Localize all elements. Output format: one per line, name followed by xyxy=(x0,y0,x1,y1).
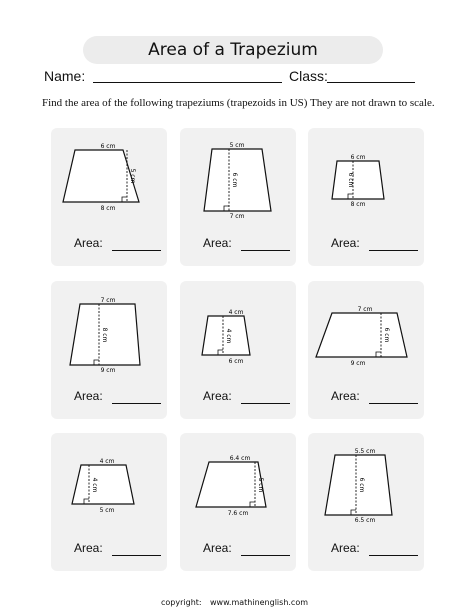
problem-card xyxy=(180,128,296,266)
top-base-label: 6 cm xyxy=(350,154,366,161)
height-label: 4 cm xyxy=(91,477,98,493)
problem-card xyxy=(180,281,296,419)
trapezium-diagram xyxy=(180,433,296,571)
trapezium-diagram xyxy=(308,128,424,266)
area-answer-field[interactable] xyxy=(112,403,161,404)
class-label: Class: xyxy=(289,68,328,84)
area-label: Area: xyxy=(203,236,232,250)
problem-card xyxy=(51,433,167,571)
height-label: 6 cm xyxy=(383,327,390,343)
trapezium-diagram xyxy=(51,128,167,266)
bottom-base-label: 8 cm xyxy=(100,205,116,212)
area-answer-field[interactable] xyxy=(369,250,418,251)
instructions: Find the area of the following trapeziums (trapezoids in US) They are not drawn to scale. xyxy=(42,97,435,109)
top-base-label: 7 cm xyxy=(357,306,373,313)
area-answer-field[interactable] xyxy=(241,250,290,251)
height-label: 4 cm xyxy=(225,328,232,344)
problem-card xyxy=(308,281,424,419)
top-base-label: 7 cm xyxy=(100,297,116,304)
trapezium-diagram xyxy=(51,433,167,571)
problem-card xyxy=(308,433,424,571)
area-answer-field[interactable] xyxy=(241,403,290,404)
height-label: 6 cm xyxy=(347,172,354,188)
height-label: 6 cm xyxy=(231,172,238,188)
area-answer-field[interactable] xyxy=(369,403,418,404)
problem-card xyxy=(51,128,167,266)
area-label: Area: xyxy=(331,541,360,555)
bottom-base-label: 9 cm xyxy=(100,367,116,374)
class-field[interactable] xyxy=(327,82,415,83)
trapezium-diagram xyxy=(308,281,424,419)
top-base-label: 4 cm xyxy=(99,458,115,465)
trapezium-diagram xyxy=(51,281,167,419)
area-answer-field[interactable] xyxy=(369,555,418,556)
area-answer-field[interactable] xyxy=(112,555,161,556)
bottom-base-label: 6.5 cm xyxy=(354,517,376,524)
top-base-label: 5.5 cm xyxy=(354,448,376,455)
area-label: Area: xyxy=(203,541,232,555)
copyright-site-link[interactable]: www.mathinenglish.com xyxy=(210,598,309,607)
height-label: 6 cm xyxy=(358,477,365,493)
height-label: 5 cm xyxy=(257,477,264,493)
worksheet-title: Area of a Trapezium xyxy=(83,36,383,64)
bottom-base-label: 9 cm xyxy=(350,360,366,367)
bottom-base-label: 7 cm xyxy=(229,213,245,220)
problem-card xyxy=(308,128,424,266)
name-field[interactable] xyxy=(93,82,282,83)
problem-card xyxy=(180,433,296,571)
height-label: 5 cm xyxy=(129,168,136,184)
area-label: Area: xyxy=(74,389,103,403)
top-base-label: 6.4 cm xyxy=(229,455,251,462)
area-answer-field[interactable] xyxy=(112,250,161,251)
trapezium-diagram xyxy=(308,433,424,571)
height-label: 8 cm xyxy=(101,327,108,343)
bottom-base-label: 6 cm xyxy=(228,358,244,365)
trapezium-diagram xyxy=(180,281,296,419)
trapezium-diagram xyxy=(180,128,296,266)
bottom-base-label: 8 cm xyxy=(350,201,366,208)
bottom-base-label: 5 cm xyxy=(99,507,115,514)
top-base-label: 4 cm xyxy=(228,309,244,316)
problem-card xyxy=(51,281,167,419)
area-label: Area: xyxy=(331,389,360,403)
bottom-base-label: 7.6 cm xyxy=(227,510,249,517)
top-base-label: 5 cm xyxy=(229,142,245,149)
name-label: Name: xyxy=(44,68,86,84)
top-base-label: 6 cm xyxy=(100,143,116,150)
area-label: Area: xyxy=(203,389,232,403)
area-label: Area: xyxy=(331,236,360,250)
area-answer-field[interactable] xyxy=(241,555,290,556)
copyright-label: copyright: xyxy=(161,598,202,607)
area-label: Area: xyxy=(74,236,103,250)
area-label: Area: xyxy=(74,541,103,555)
